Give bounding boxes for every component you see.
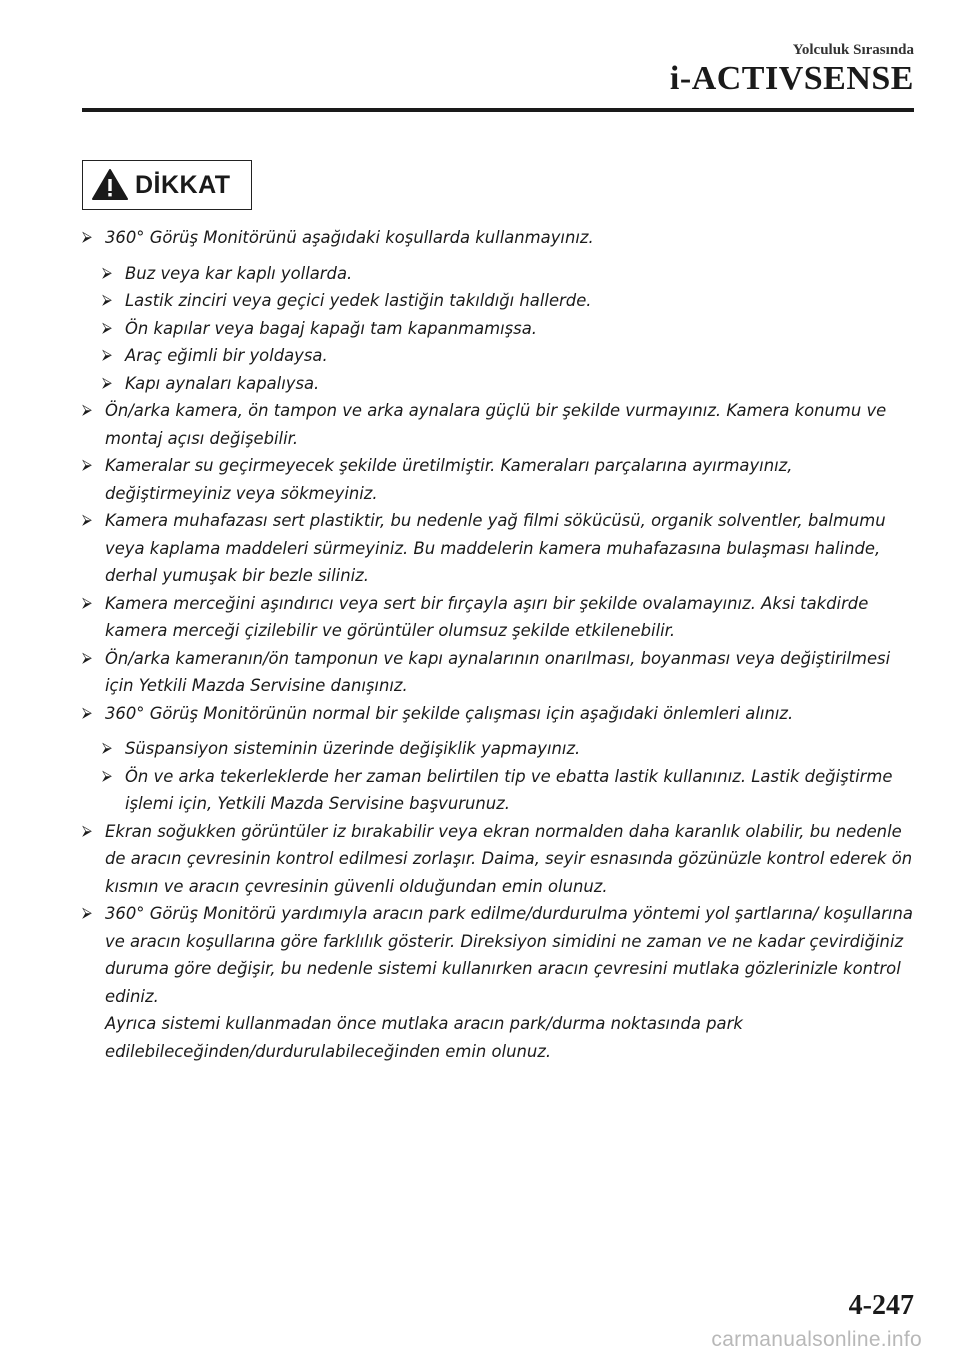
- list-item-text: Ekran soğukken görüntüler iz bırakabilir veya ekran normalden daha karanlık olabilir, bu nedenle de aracın çevresinin kontrol edilmesi zorlaşır. Daima, seyir esnasında gözünüzle kontrol ederek ön kısmın ve aracın çevresinin güvenli olduğundan emin olunuz.: [105, 821, 913, 896]
- list-item-text: 360° Görüş Monitörünün normal bir şekilde çalışması için aşağıdaki önlemleri alınız.: [105, 703, 794, 723]
- sub-list-item: [102, 763, 914, 818]
- arrow-bullet-icon: ⮚: [82, 704, 92, 721]
- list-item: [82, 590, 914, 645]
- arrow-bullet-icon: ⮚: [82, 512, 92, 528]
- page-number: 4-247: [848, 1290, 914, 1321]
- list-item: [82, 818, 914, 901]
- warning-box: [82, 160, 252, 210]
- arrow-bullet-icon: ⮚: [102, 374, 112, 391]
- list-item-text: 360° Görüş Monitörü yardımıyla aracın park edilme/durdurulma yöntemi yol şartlarına/ koşullarına ve aracın koşullarına göre farklılık gösterir. Direksiyon simidini ne zaman ve ne kadar çevirdiğiniz duruma göre değişir, bu nedenle sistemi kullanırken aracın çevresini mutlaka gözlerinizle kontrol ediniz.: [105, 904, 913, 1006]
- header-chapter-title: i-ACTIVSENSE: [669, 60, 914, 97]
- list-item-text: Ön/arka kameranın/ön tamponun ve kapı aynalarının onarılması, boyanması veya değiştirilmesi için Yetkili Mazda Servisine danışınız.: [105, 648, 891, 695]
- list-item-text: Kameralar su geçirmeyecek şekilde üretilmiştir. Kameraları parçalarına ayırmayınız, değiştirmeyiniz veya sökmeyiniz.: [105, 456, 793, 503]
- sub-list-item: [102, 342, 914, 370]
- list-item: [82, 507, 914, 590]
- arrow-bullet-icon: ⮚: [82, 229, 92, 245]
- watermark: carmanualsonline.info: [711, 1328, 922, 1351]
- warning-triangle-icon: [91, 168, 129, 202]
- list-item-text: 360° Görüş Monitörünü aşağıdaki koşullarda kullanmayınız.: [105, 228, 594, 247]
- arrow-bullet-icon: ⮚: [102, 740, 112, 756]
- sub-list-item: [102, 287, 914, 315]
- warning-content: [82, 224, 914, 1065]
- list-item-text: Ön/arka kamera, ön tampon ve arka aynalara güçlü bir şekilde vurmayınız. Kamera konumu ve montaj açısı değişebilir.: [105, 401, 887, 448]
- list-item-text: Araç eğimli bir yoldaysa.: [125, 346, 328, 365]
- list-item: [82, 645, 914, 700]
- list-item: [82, 397, 914, 452]
- list-item: [82, 224, 914, 252]
- header-rule: [82, 108, 914, 112]
- list-item: [82, 452, 914, 507]
- arrow-bullet-icon: ⮚: [102, 319, 112, 336]
- sub-list-item: [102, 260, 914, 288]
- arrow-bullet-icon: ⮚: [82, 649, 92, 666]
- list-item-text: Buz veya kar kaplı yollarda.: [125, 263, 353, 283]
- list-item-text: Ön ve arka tekerleklerde her zaman belirtilen tip ve ebatta lastik kullanınız. Lastik değiştirme işlemi için, Yetkili Mazda Servisine başvurunuz.: [125, 766, 893, 813]
- arrow-bullet-icon: ⮚: [82, 402, 92, 418]
- list-item-text: Kamera merceğini aşındırıcı veya sert bir fırçayla aşırı bir şekilde ovalamayınız. Aksi takdirde kamera merceği çizilebilir ve görüntüler olumsuz şekilde etkilenebilir.: [105, 593, 869, 640]
- sub-list-item: [102, 315, 914, 343]
- arrow-bullet-icon: ⮚: [82, 822, 92, 839]
- list-item-text: Kapı aynaları kapalıysa.: [125, 373, 320, 393]
- list-item-text: Lastik zinciri veya geçici yedek lastiğin takıldığı hallerde.: [125, 291, 592, 310]
- arrow-bullet-icon: ⮚: [102, 347, 112, 363]
- arrow-bullet-icon: ⮚: [82, 594, 92, 611]
- list-item-text: Ön kapılar veya bagaj kapağı tam kapanmamışsa.: [125, 318, 537, 338]
- list-item-continuation: Ayrıca sistemi kullanmadan önce mutlaka aracın park/durma noktasında park edilebileceğinden/durdurulabileceğinden emin olunuz.: [105, 1014, 743, 1061]
- arrow-bullet-icon: ⮚: [102, 292, 112, 308]
- arrow-bullet-icon: ⮚: [82, 457, 92, 473]
- warning-label: DİKKAT: [135, 170, 231, 199]
- list-item: [82, 900, 914, 1065]
- header-section-label: Yolculuk Sırasında: [792, 42, 914, 58]
- sub-list-item: [102, 370, 914, 398]
- sub-list-item: [102, 735, 914, 763]
- list-item-text: Süspansiyon sisteminin üzerinde değişiklik yapmayınız.: [125, 739, 581, 758]
- arrow-bullet-icon: ⮚: [82, 905, 92, 921]
- list-item: [82, 700, 914, 728]
- arrow-bullet-icon: ⮚: [102, 767, 112, 784]
- arrow-bullet-icon: ⮚: [102, 264, 112, 281]
- list-item-text: Kamera muhafazası sert plastiktir, bu nedenle yağ filmi sökücüsü, organik solventler, balmumu veya kaplama maddeleri sürmeyiniz. Bu maddelerin kamera muhafazasına bulaşması halinde, derhal yumuşak bir bezle siliniz.: [105, 511, 886, 585]
